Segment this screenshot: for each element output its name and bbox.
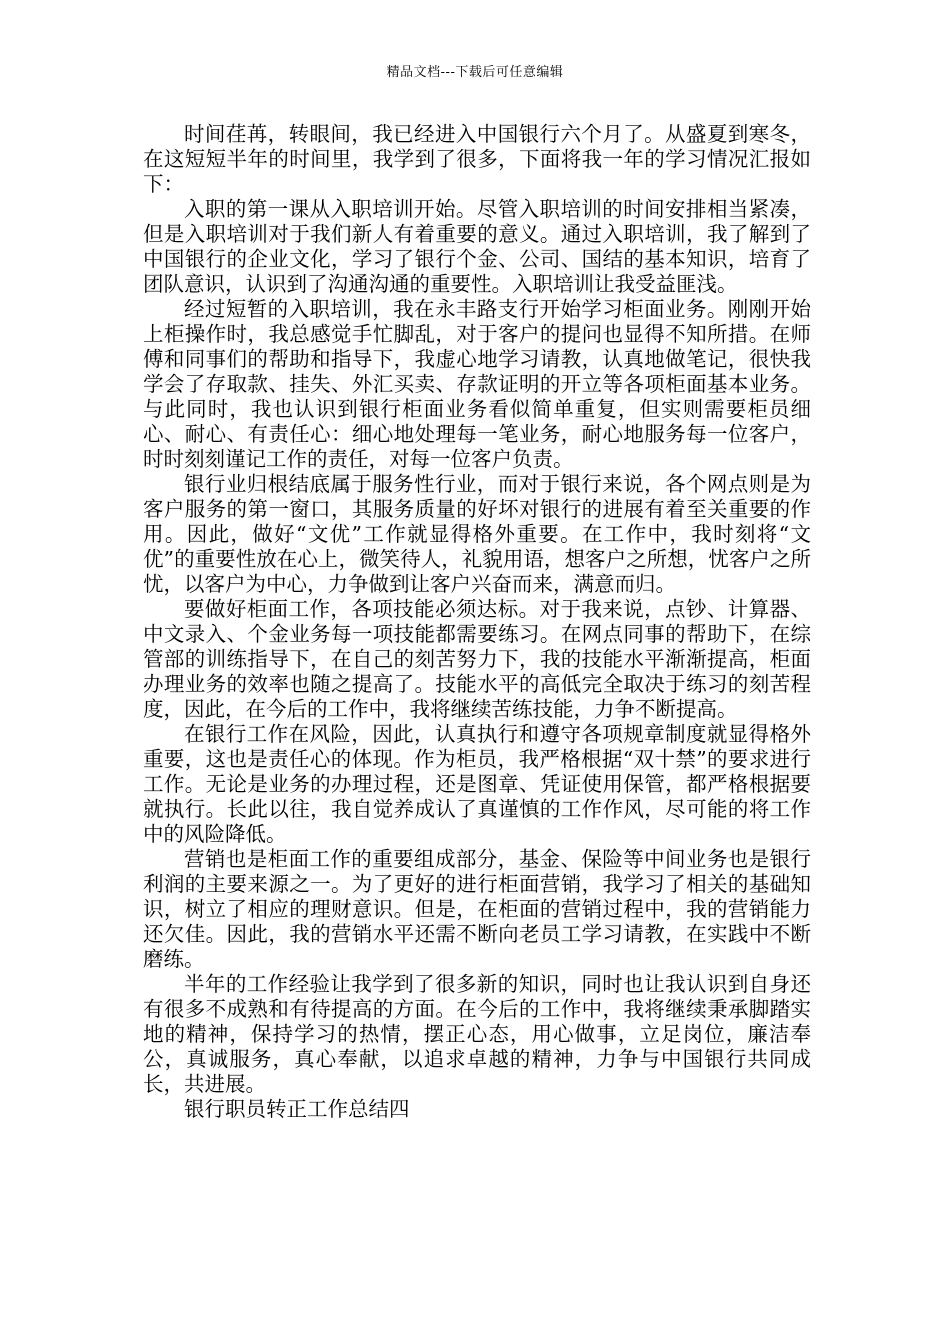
page-header: 精品文档---下载后可任意编辑 [386, 65, 564, 80]
paragraph: 经过短暂的入职培训，我在永丰路支行开始学习柜面业务。刚刚开始上柜操作时，我总感觉手忙脚乱，对于客户的提问也显得不知所措。在师傅和同事们的帮助和指导下，我虚心地学习请教，认真地做笔记，很快我学会了存取款、挂失、外汇买卖、存款证明的开立等各项柜面基本业务。与此同时，我也认识到银行柜面业务看似简单重复，但实则需要柜员细心、耐心、有责任心：细心地处理每一笔业务，耐心地服务每一位客户，时时刻刻谨记工作的责任，对每一位客户负责。 [143, 297, 811, 471]
paragraph: 要做好柜面工作，各项技能必须达标。对于我来说，点钞、计算器、中文录入、个金业务每一项技能都需要练习。在网点同事的帮助下，在综管部的训练指导下，在自己的刻苦努力下，我的技能水平渐渐提高，柜面办理业务的效率也随之提高了。技能水平的高低完全取决于练习的刻苦程度，因此，在今后的工作中，我将继续苦练技能，力争不断提高。 [143, 597, 811, 721]
document-body [143, 122, 811, 1122]
paragraph: 银行业归根结底属于服务性行业，而对于银行来说，各个网点则是为客户服务的第一窗口，其服务质量的好坏对银行的进展有着至关重要的作用。因此，做好“文优”工作就显得格外重要。在工作中，我时刻将“文优”的重要性放在心上，微笑待人，礼貌用语，想客户之所想，忧客户之所忧，以客户为中心，力争做到让客户兴奋而来，满意而归。 [143, 472, 811, 596]
paragraph: 入职的第一课从入职培训开始。尽管入职培训的时间安排相当紧凑，但是入职培训对于我们新人有着重要的意义。通过入职培训，我了解到了中国银行的企业文化，学习了银行个金、公司、国结的基本知识，培育了团队意识，认识到了沟通沟通的重要性。入职培训让我受益匪浅。 [143, 197, 811, 296]
paragraph: 营销也是柜面工作的重要组成部分，基金、保险等中间业务也是银行利润的主要来源之一。为了更好的进行柜面营销，我学习了相关的基础知识，树立了相应的理财意识。但是，在柜面的营销过程中，我的营销能力还欠佳。因此，我的营销水平还需不断向老员工学习请教，在实践中不断磨练。 [143, 847, 811, 971]
paragraph: 时间荏苒，转眼间，我已经进入中国银行六个月了。从盛夏到寒冬，在这短短半年的时间里，我学到了很多，下面将我一年的学习情况汇报如下： [143, 122, 811, 196]
section-heading: 银行职员转正工作总结四 [184, 1097, 410, 1121]
paragraph: 在银行工作在风险，因此，认真执行和遵守各项规章制度就显得格外重要，这也是责任心的体现。作为柜员，我严格根据“双十禁”的要求进行工作。无论是业务的办理过程，还是图章、凭证使用保管，都严格根据要就执行。长此以往，我自觉养成认了真谨慎的工作作风，尽可能的将工作中的风险降低。 [143, 722, 811, 846]
paragraph: 半年的工作经验让我学到了很多新的知识，同时也让我认识到自身还有很多不成熟和有待提高的方面。在今后的工作中，我将继续秉承脚踏实地的精神，保持学习的热情，摆正心态，用心做事，立足岗位，廉洁奉公，真诚服务，真心奉献，以追求卓越的精神，力争与中国银行共同成长，共进展。 [143, 972, 811, 1096]
